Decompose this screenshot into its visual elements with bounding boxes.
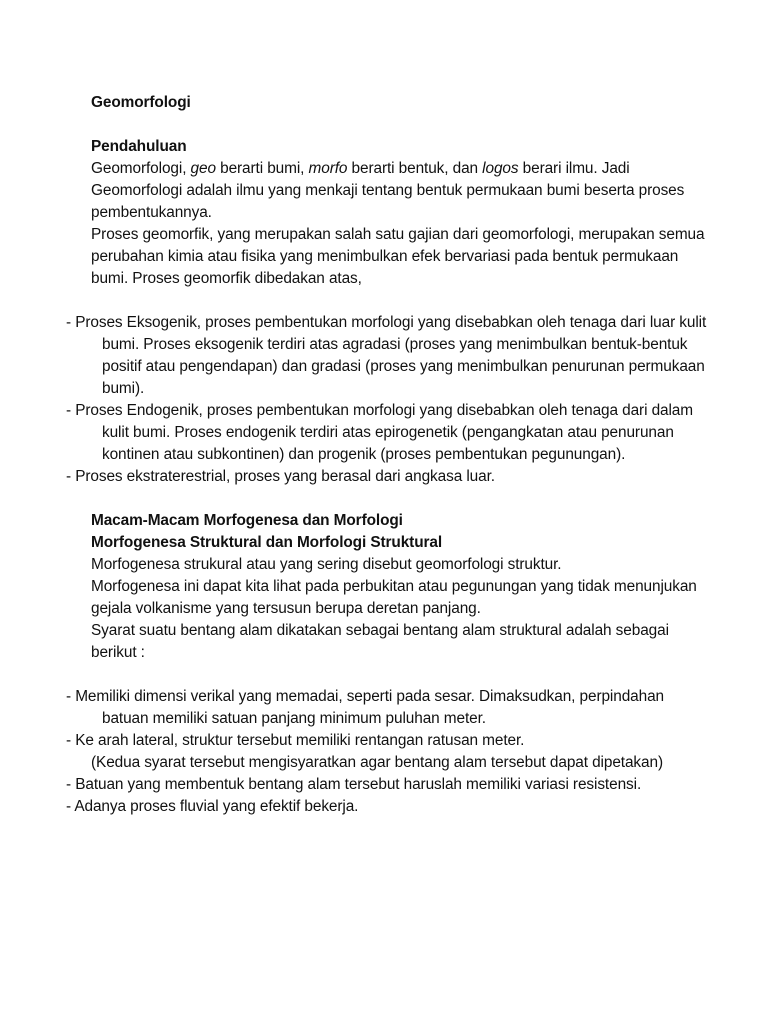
text-run: berari ilmu. Jadi Geomorfologi adalah ilmu yang menkaji tentang bentuk permukaan bumi beserta proses pembentukannya.	[91, 160, 685, 221]
requirement-item-2: - Ke arah lateral, struktur tersebut memiliki rentangan ratusan meter.	[66, 732, 525, 749]
spacer	[66, 488, 710, 510]
spacer	[66, 664, 710, 686]
process-item-endogenic: - Proses Endogenik, proses pembentukan morfologi yang disebabkan oleh tenaga dari dalam kulit bumi. Proses endogenik terdiri atas epirogenetik (pengangkatan atau penurunan kontinen atau subkontinen) dan progenik (proses pembentukan pegunungan).	[66, 402, 693, 463]
document-body	[66, 92, 710, 818]
requirement-item-3: - Batuan yang membentuk bentang alam tersebut haruslah memiliki variasi resistensi.	[66, 776, 642, 793]
section2-subheading: Morfogenesa Struktural dan Morfologi Struktural	[91, 534, 443, 551]
term-logos: logos	[482, 160, 519, 177]
intro-paragraph-1	[66, 158, 710, 224]
term-morfo: morfo	[308, 160, 348, 177]
spacer	[66, 290, 710, 312]
requirement-note: (Kedua syarat tersebut mengisyaratkan agar bentang alam tersebut dapat dipetakan)	[91, 754, 663, 771]
section2-heading: Macam-Macam Morfogenesa dan Morfologi	[91, 512, 403, 529]
intro-heading: Pendahuluan	[91, 138, 187, 155]
text-run: Geomorfologi,	[91, 160, 191, 177]
process-item-extraterrestrial: - Proses ekstraterestrial, proses yang berasal dari angkasa luar.	[66, 468, 495, 485]
requirement-item-1: - Memiliki dimensi verikal yang memadai, seperti pada sesar. Dimaksudkan, perpindahan batuan memiliki satuan panjang minimum puluhan meter.	[66, 688, 665, 727]
section2-paragraph-3: Syarat suatu bentang alam dikatakan sebagai bentang alam struktural adalah sebagai berikut :	[91, 622, 669, 661]
term-geo: geo	[190, 160, 216, 177]
text-run: berarti bumi,	[215, 160, 309, 177]
text-run: berarti bentuk, dan	[347, 160, 483, 177]
section2-paragraph-2: Morfogenesa ini dapat kita lihat pada perbukitan atau pegunungan yang tidak menunjukan gejala volkanisme yang tersusun berupa deretan panjang.	[91, 578, 697, 617]
process-item-exogenic: - Proses Eksogenik, proses pembentukan morfologi yang disebabkan oleh tenaga dari luar kulit bumi. Proses eksogenik terdiri atas agradasi (proses yang menimbulkan bentuk-bentuk positif atau pengendapan) dan gradasi (proses yang menimbulkan penurunan permukaan bumi).	[66, 314, 707, 397]
document-title: Geomorfologi	[91, 94, 191, 111]
spacer	[66, 114, 710, 136]
requirement-item-4: - Adanya proses fluvial yang efektif bekerja.	[66, 798, 359, 815]
intro-paragraph-2: Proses geomorfik, yang merupakan salah satu gajian dari geomorfologi, merupakan semua perubahan kimia atau fisika yang menimbulkan efek bervariasi pada bentuk permukaan bumi. Proses geomorfik dibedakan atas,	[91, 226, 705, 287]
section2-paragraph-1: Morfogenesa strukural atau yang sering disebut geomorfologi struktur.	[91, 556, 562, 573]
